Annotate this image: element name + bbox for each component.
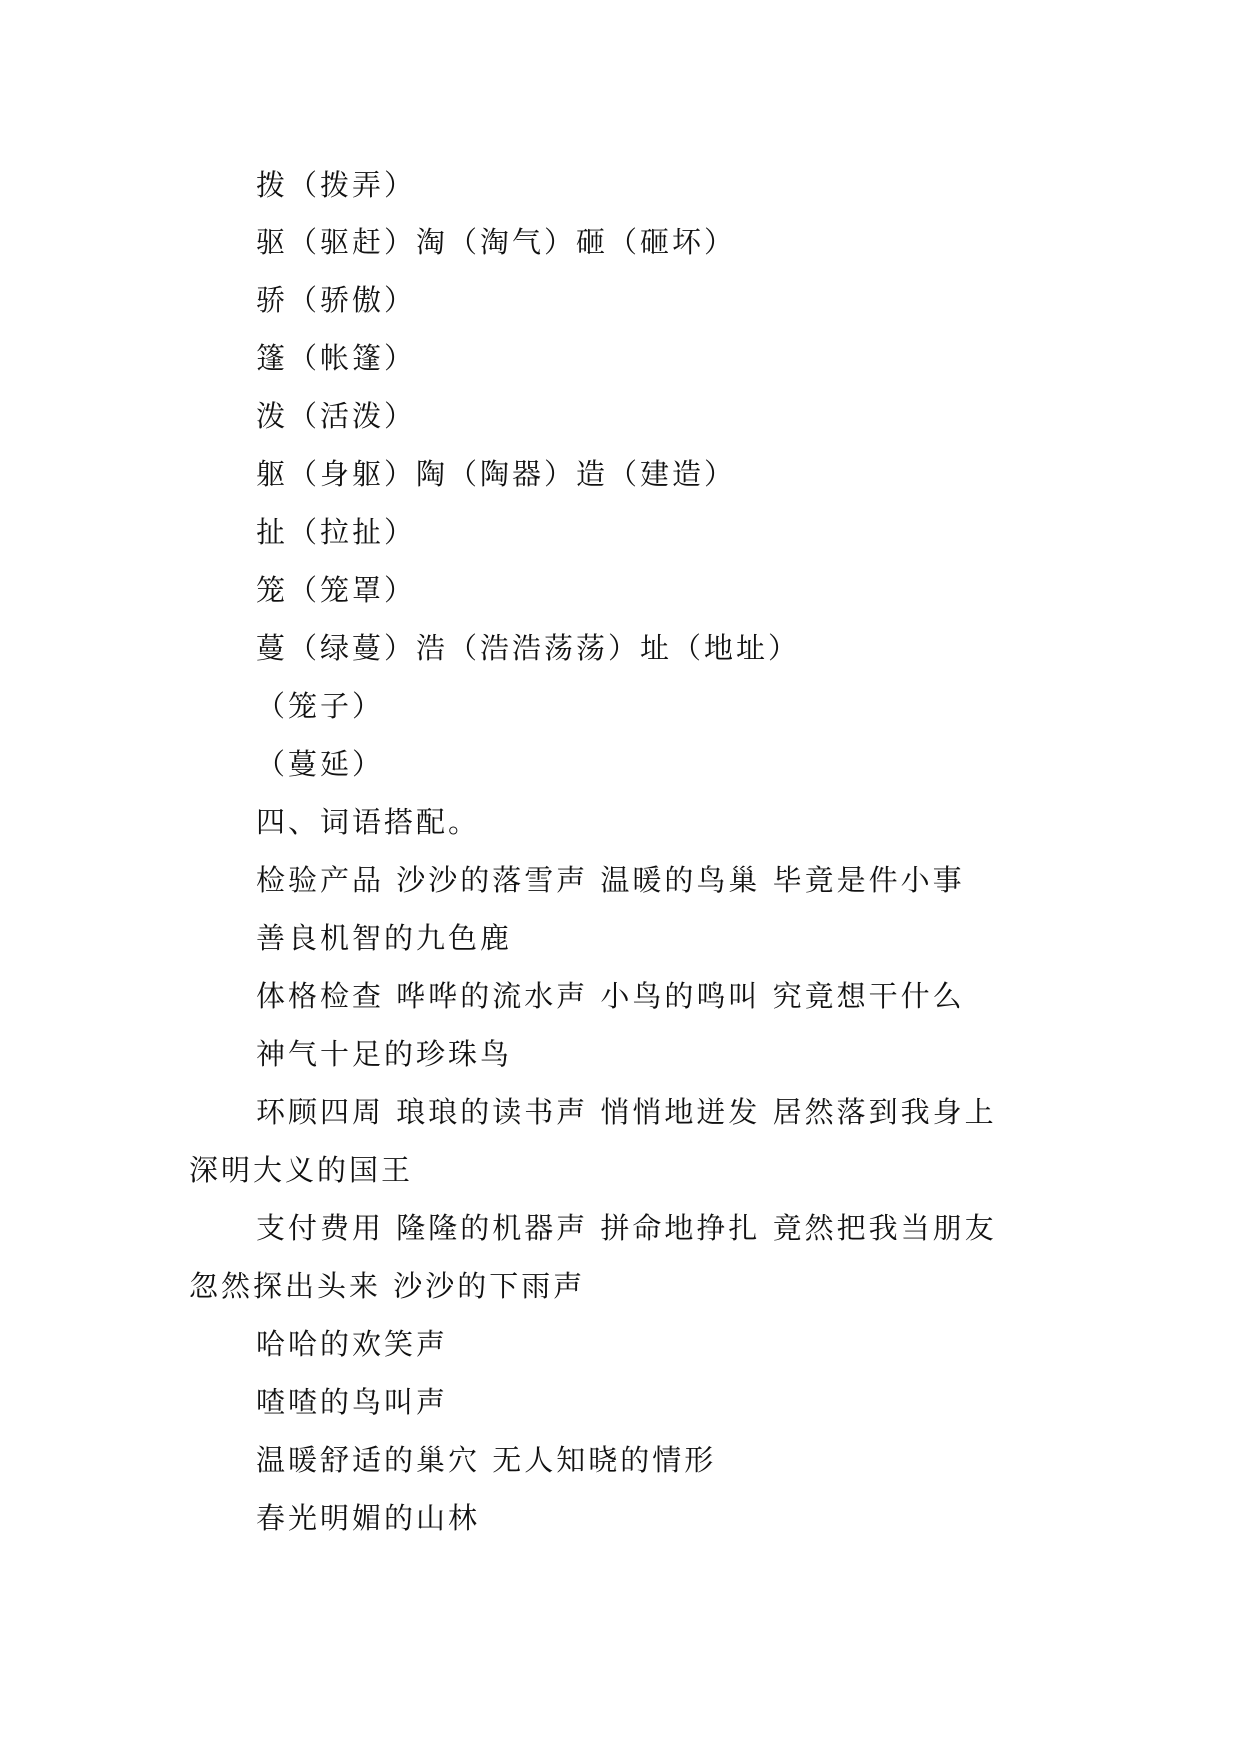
text-line: 环顾四周 琅琅的读书声 悄悄地迸发 居然落到我身上 [256,1095,997,1129]
text-line: 篷（帐篷） [256,341,417,375]
text-line: 笼（笼罩） [256,573,417,607]
text-line: （蔓延） [256,747,385,781]
text-line: 体格检查 哗哗的流水声 小鸟的鸣叫 究竟想干什么 [256,979,965,1013]
text-line: 蔓（绿蔓）浩（浩浩荡荡）址（地址） [256,631,801,665]
text-line: 拨（拨弄） [256,168,417,202]
text-line: （笼子） [256,689,385,723]
text-line: 躯（身躯）陶（陶器）造（建造） [256,457,737,491]
text-line: 喳喳的鸟叫声 [256,1385,449,1419]
text-line: 支付费用 隆隆的机器声 拼命地挣扎 竟然把我当朋友 [256,1211,997,1245]
text-line: 驱（驱赶）淘（淘气）砸（砸坏） [256,225,737,259]
text-line: 温暖舒适的巢穴 无人知晓的情形 [256,1443,717,1477]
text-line: 善良机智的九色鹿 [256,921,513,955]
section-heading: 四、词语搭配。 [256,805,481,839]
text-line: 骄（骄傲） [256,283,417,317]
text-line: 哈哈的欢笑声 [256,1327,449,1361]
text-line: 泼（活泼） [256,399,417,433]
text-line: 春光明媚的山林 [256,1501,481,1535]
text-line: 检验产品 沙沙的落雪声 温暖的鸟巢 毕竟是件小事 [256,863,965,897]
text-line: 扯（拉扯） [256,515,417,549]
text-line: 深明大义的国王 [189,1153,414,1187]
text-line: 神气十足的珍珠鸟 [256,1037,513,1071]
text-line: 忽然探出头来 沙沙的下雨声 [189,1269,586,1303]
